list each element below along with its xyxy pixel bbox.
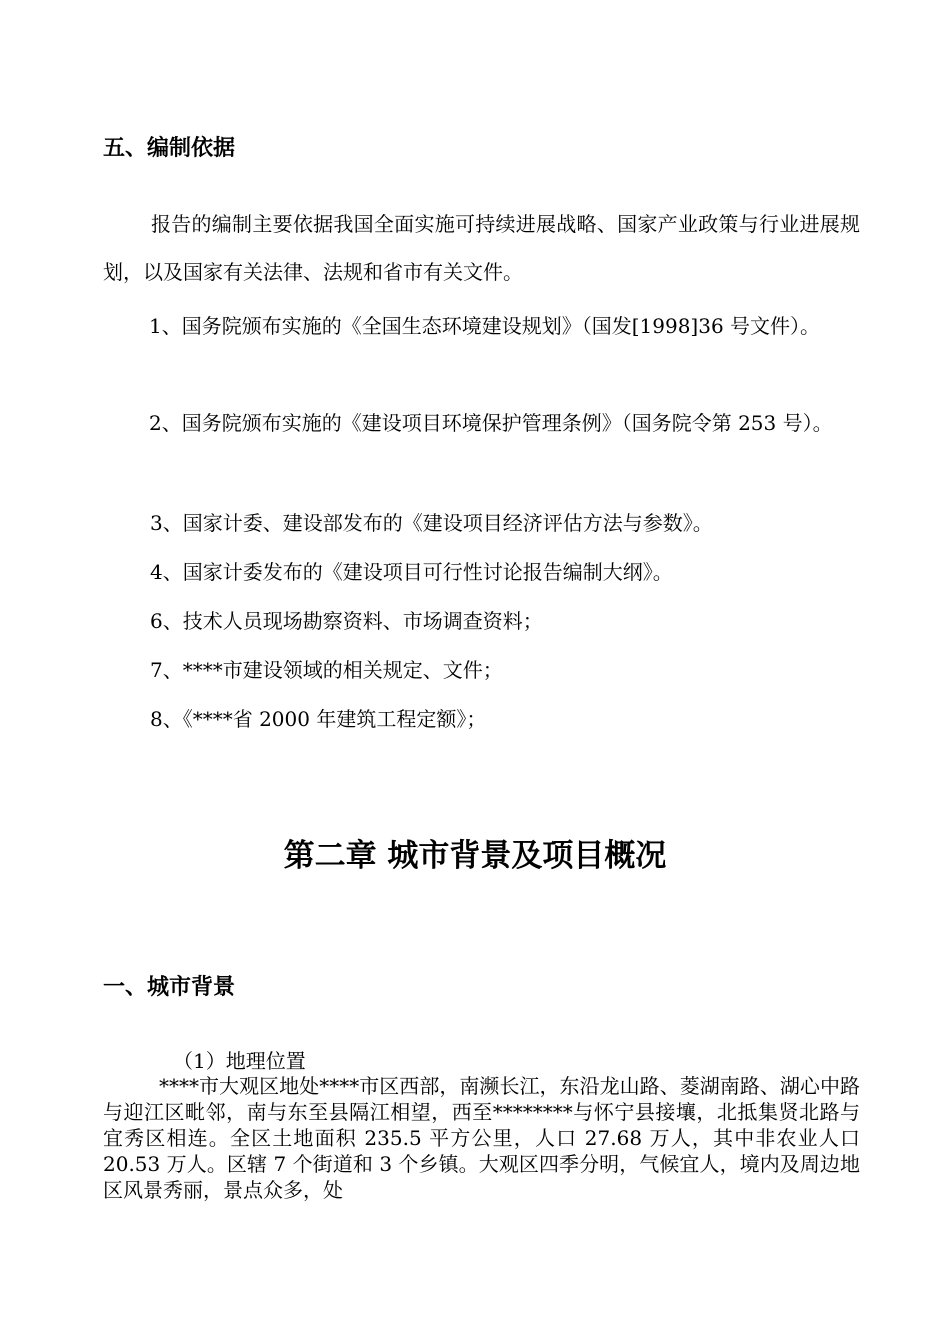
- basis-item-1: 1、国务院颁布实施的《全国生态环境建设规划》（国发[1998]36 号文件）。: [149, 314, 821, 338]
- basis-intro-paragraph: 报告的编制主要依据我国全面实施可持续进展战略、国家产业政策与行业进展规划，以及国家有关法律、法规和省市有关文件。: [103, 212, 860, 284]
- basis-item-3: 3、国家计委、建设部发布的《建设项目经济评估方法与参数》。: [150, 511, 713, 535]
- chapter-title: 第二章 城市背景及项目概况: [283, 838, 667, 874]
- basis-item-2: 2、国务院颁布实施的《建设项目环境保护管理条例》（国务院令第 253 号）。: [149, 411, 833, 435]
- section-heading-basis: 五、编制依据: [103, 136, 236, 161]
- basis-item-6: 6、技术人员现场勘察资料、市场调查资料；: [150, 609, 543, 633]
- basis-item-4: 4、国家计委发布的《建设项目可行性讨论报告编制大纲》。: [150, 560, 673, 584]
- location-paragraph: ****市大观区地处****市区西部，南濒长江，东沿龙山路、菱湖南路、湖心中路与迎江区毗邻，南与东至县隔江相望，西至********与怀宁县接壤，北抵集贤北路与宜秀区相连。全区土地面积 235.5 平方公里，人口 27.68 万人，其中非农业人口 20.53 万人。区辖 7 个街道和 3 个乡镇。大观区四季分明，气候宜人，境内及周边地区风景秀丽，景点众多，处: [103, 1074, 860, 1202]
- basis-item-8: 8、《****省 2000 年建筑工程定额》；: [150, 707, 487, 731]
- basis-item-7: 7、****市建设领域的相关规定、文件；: [150, 658, 503, 682]
- section-heading-city-background: 一、城市背景: [103, 975, 236, 1000]
- sub-heading-location: （1）地理位置: [173, 1049, 306, 1073]
